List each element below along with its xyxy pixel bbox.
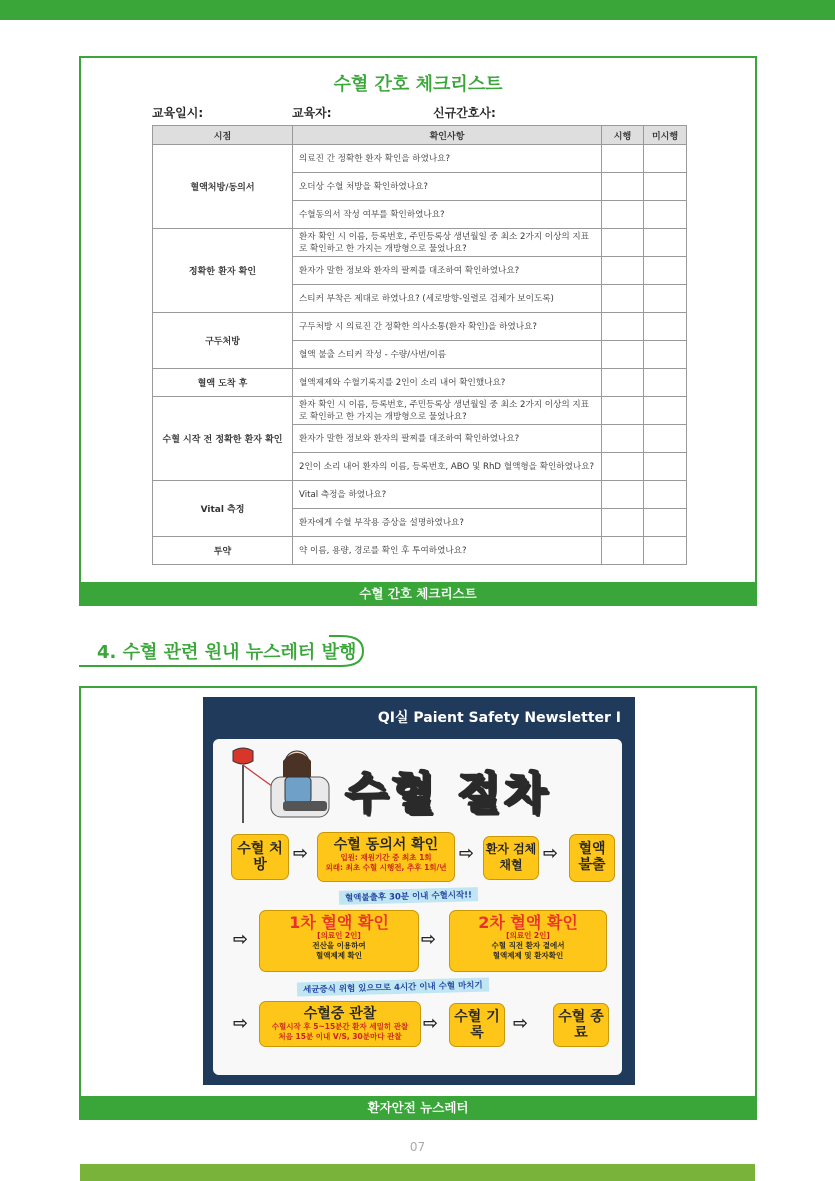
not-done-checkbox-cell[interactable] [644, 453, 687, 481]
step-observation: 수혈중 관찰 수혈시작 후 5~15분간 환자 세밀히 관찰 처음 15분 이내 V/S, 30분마다 관찰 [259, 1001, 421, 1047]
check-item: 혈액 불출 스티커 작성 - 수량/사번/이름 [293, 341, 602, 369]
step-first-blood-check: 1차 혈액 확인 [의료인 2인] 전산을 이용하여 혈액제제 확인 [259, 910, 419, 972]
not-done-checkbox-cell[interactable] [644, 425, 687, 453]
done-checkbox-cell[interactable] [602, 285, 644, 313]
category-cell: 정확한 환자 확인 [153, 229, 293, 313]
check-item: 구두처방 시 의료진 간 정확한 의사소통(환자 확인)을 하였나요? [293, 313, 602, 341]
arrow-icon: ⇨ [513, 1013, 529, 1034]
table-row [153, 313, 687, 341]
step-record: 수혈 기록 [449, 1003, 505, 1047]
step-prescription: 수혈 처방 [231, 834, 289, 880]
category-cell: 구두처방 [153, 313, 293, 369]
done-checkbox-cell[interactable] [602, 229, 644, 257]
educator-label: 교육자: [292, 106, 332, 120]
category-cell: 혈액 도착 후 [153, 369, 293, 397]
col-header-check-item: 확인사항 [293, 126, 602, 145]
check-item: 환자 확인 시 이름, 등록번호, 주민등록상 생년월일 중 최소 2가지 이상의 지표로 확인하고 한 가지는 개방형으로 물었나요? [293, 229, 602, 257]
not-done-checkbox-cell[interactable] [644, 257, 687, 285]
arrow-icon: ⇨ [543, 843, 559, 864]
done-checkbox-cell[interactable] [602, 145, 644, 173]
check-item: 오더상 수혈 처방을 확인하였나요? [293, 173, 602, 201]
table-row [153, 397, 687, 425]
done-checkbox-cell[interactable] [602, 425, 644, 453]
category-cell: 투약 [153, 537, 293, 565]
step-blood-release: 혈액 불출 [569, 834, 615, 882]
not-done-checkbox-cell[interactable] [644, 173, 687, 201]
checklist-title: 수혈 간호 체크리스트 [333, 74, 503, 95]
table-row [153, 145, 687, 173]
step-second-blood-check: 2차 혈액 확인 [의료인 2인] 수혈 직전 환자 곁에서 혈액제제 및 환자확인 [449, 910, 607, 972]
newsletter-caption: 환자안전 뉴스레터 [79, 1096, 757, 1120]
table-row [153, 537, 687, 565]
check-item: 환자에게 수혈 부작용 증상을 설명하였나요? [293, 509, 602, 537]
newsletter-box [79, 686, 757, 1120]
newsletter-poster [203, 697, 635, 1085]
poster-panel [213, 739, 622, 1075]
table-row [153, 229, 687, 257]
check-item: 스티커 부착은 제대로 하였나요? (세로방향-일렬로 검체가 보이도록) [293, 285, 602, 313]
section-heading [79, 634, 366, 668]
not-done-checkbox-cell[interactable] [644, 369, 687, 397]
done-checkbox-cell[interactable] [602, 173, 644, 201]
done-checkbox-cell[interactable] [602, 397, 644, 425]
new-nurse-label: 신규간호사: [433, 106, 496, 120]
checklist-box [79, 56, 757, 606]
not-done-checkbox-cell[interactable] [644, 145, 687, 173]
done-checkbox-cell[interactable] [602, 341, 644, 369]
category-cell: 혈액처방/동의서 [153, 145, 293, 229]
check-item: 환자가 말한 정보와 환자의 팔찌를 대조하여 확인하였나요? [293, 425, 602, 453]
step-consent-check: 수혈 동의서 확인 입원: 재원기간 중 최초 1회 외래: 최초 수혈 시행전, 추후 1회/년 [317, 832, 455, 882]
category-cell: Vital 측정 [153, 481, 293, 537]
arrow-icon: ⇨ [233, 1013, 249, 1034]
done-checkbox-cell[interactable] [602, 257, 644, 285]
col-header-done: 시행 [602, 126, 644, 145]
done-checkbox-cell[interactable] [602, 537, 644, 565]
check-item: 환자가 말한 정보와 환자의 팔찌를 대조하여 확인하였나요? [293, 257, 602, 285]
nurse-transfusion-illustration [219, 743, 339, 827]
step-blood-sampling: 환자 검체채혈 [483, 836, 539, 880]
check-item: 수혈동의서 작성 여부를 확인하였나요? [293, 201, 602, 229]
check-item: 의료진 간 정확한 환자 확인을 하였나요? [293, 145, 602, 173]
check-item: Vital 측정을 하였나요? [293, 481, 602, 509]
top-accent-bar [0, 0, 835, 20]
note-finish-within-4h: 세균증식 위험 있으므로 4시간 이내 수혈 마치기 [297, 977, 489, 996]
transfusion-procedure-title: 수혈 절차 [345, 768, 551, 819]
not-done-checkbox-cell[interactable] [644, 537, 687, 565]
section-heading-label: 4. 수혈 관련 원내 뉴스레터 발행 [97, 642, 357, 663]
bottom-accent-bar [80, 1164, 755, 1181]
check-item: 약 이름, 용량, 경로를 확인 후 투여하였나요? [293, 537, 602, 565]
done-checkbox-cell[interactable] [602, 369, 644, 397]
check-item: 2인이 소리 내어 환자의 이름, 등록번호, ABO 및 RhD 혈액형을 확인하였나요? [293, 453, 602, 481]
not-done-checkbox-cell[interactable] [644, 509, 687, 537]
done-checkbox-cell[interactable] [602, 313, 644, 341]
category-cell: 수혈 시작 전 정확한 환자 확인 [153, 397, 293, 481]
step-transfusion-end: 수혈 종료 [553, 1003, 609, 1047]
done-checkbox-cell[interactable] [602, 453, 644, 481]
check-item: 환자 확인 시 이름, 등록번호, 주민등록상 생년월일 중 최소 2가지 이상의 지표로 확인하고 한 가지는 개방형으로 물었나요? [293, 397, 602, 425]
col-header-timing: 시점 [153, 126, 293, 145]
edu-date-label: 교육일시: [152, 106, 204, 120]
page-number: 07 [409, 1140, 426, 1154]
not-done-checkbox-cell[interactable] [644, 397, 687, 425]
checklist-table [152, 125, 687, 565]
checklist-caption: 수혈 간호 체크리스트 [79, 582, 757, 606]
arrow-icon: ⇨ [293, 843, 309, 864]
not-done-checkbox-cell[interactable] [644, 285, 687, 313]
table-row [153, 369, 687, 397]
done-checkbox-cell[interactable] [602, 201, 644, 229]
not-done-checkbox-cell[interactable] [644, 229, 687, 257]
done-checkbox-cell[interactable] [602, 509, 644, 537]
newsletter-header: QI실 Paient Safety Newsletter Ⅰ [377, 710, 621, 726]
arrow-icon: ⇨ [423, 1013, 439, 1034]
check-item: 혈액제제와 수혈기록지를 2인이 소리 내어 확인했나요? [293, 369, 602, 397]
note-start-within-30min: 혈액불출후 30분 이내 수혈시작!! [339, 887, 478, 905]
col-header-not-done: 미시행 [644, 126, 687, 145]
not-done-checkbox-cell[interactable] [644, 481, 687, 509]
arrow-icon: ⇨ [421, 929, 437, 950]
not-done-checkbox-cell[interactable] [644, 341, 687, 369]
not-done-checkbox-cell[interactable] [644, 313, 687, 341]
not-done-checkbox-cell[interactable] [644, 201, 687, 229]
arrow-icon: ⇨ [233, 929, 249, 950]
done-checkbox-cell[interactable] [602, 481, 644, 509]
arrow-icon: ⇨ [459, 843, 475, 864]
table-row [153, 481, 687, 509]
